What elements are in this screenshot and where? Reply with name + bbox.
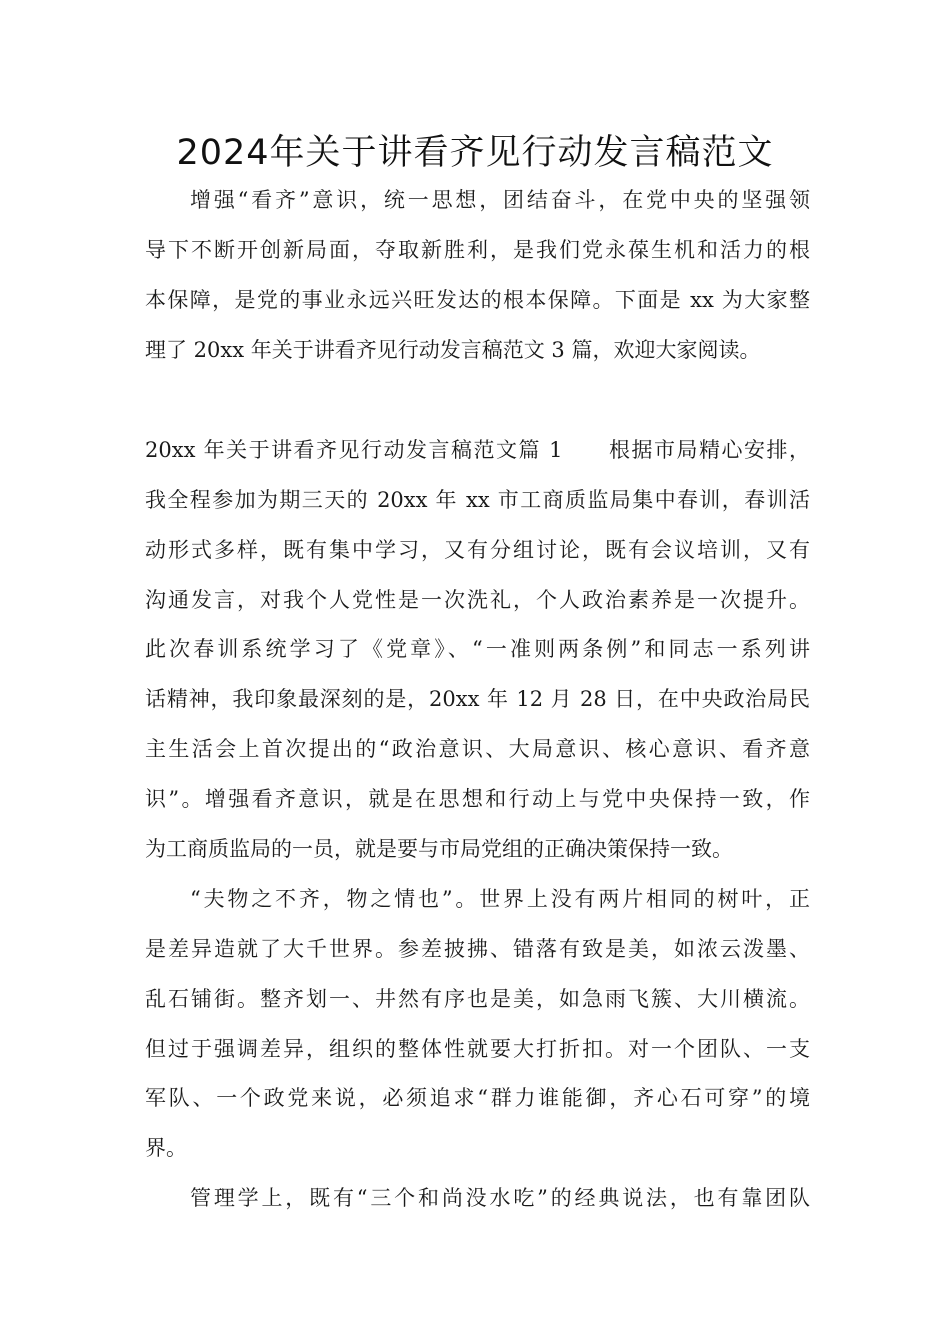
- paragraph-line: 理了 20xx 年关于讲看齐见行动发言稿范文 3 篇，欢迎大家阅读。: [145, 338, 761, 362]
- paragraph-line: 增强“看齐”意识，统一思想，团结奋斗，在党中央的坚强领: [190, 188, 810, 212]
- paragraph-line: 识”。增强看齐意识，就是在思想和行动上与党中央保持一致，作: [145, 787, 810, 811]
- paragraph-line: 乱石铺街。整齐划一、井然有序也是美，如急雨飞簇、大川横流。: [145, 987, 810, 1011]
- paragraph-line: 管理学上，既有“三个和尚没水吃”的经典说法，也有靠团队: [190, 1186, 810, 1210]
- paragraph-line: 是差异造就了大千世界。参差披拂、错落有致是美，如浓云泼墨、: [145, 937, 810, 961]
- paragraph-line: “夫物之不齐，物之情也”。世界上没有两片相同的树叶，正: [190, 887, 810, 911]
- paragraph-line: 沟通发言，对我个人党性是一次洗礼，个人政治素养是一次提升。: [145, 588, 810, 612]
- paragraph-line: 动形式多样，既有集中学习，又有分组讨论，既有会议培训，又有: [145, 538, 810, 562]
- paragraph-line: 主生活会上首次提出的“政治意识、大局意识、核心意识、看齐意: [145, 737, 810, 761]
- paragraph-line: 军队、一个政党来说，必须追求“群力谁能御，齐心石可穿”的境: [145, 1086, 810, 1110]
- paragraph-line: 界。: [145, 1136, 187, 1160]
- document-title: 2024年关于讲看齐见行动发言稿范文: [176, 133, 774, 173]
- paragraph-line: 我全程参加为期三天的 20xx 年 xx 市工商质监局集中春训，春训活: [145, 488, 810, 512]
- paragraph-line: 本保障，是党的事业永远兴旺发达的根本保障。下面是 xx 为大家整: [145, 288, 810, 312]
- paragraph-line: 话精神，我印象最深刻的是，20xx 年 12 月 28 日，在中央政治局民: [145, 687, 810, 711]
- paragraph-line: 导下不断开创新局面，夺取新胜利，是我们党永葆生机和活力的根: [145, 238, 810, 262]
- paragraph-line: 此次春训系统学习了《党章》、“一准则两条例”和同志一系列讲: [145, 637, 810, 661]
- paragraph-line: 但过于强调差异，组织的整体性就要大打折扣。对一个团队、一支: [145, 1037, 810, 1061]
- paragraph-line: 为工商质监局的一员，就是要与市局党组的正确决策保持一致。: [145, 837, 733, 861]
- section-heading-line: 20xx 年关于讲看齐见行动发言稿范文篇 1 根据市局精心安排，: [145, 438, 810, 462]
